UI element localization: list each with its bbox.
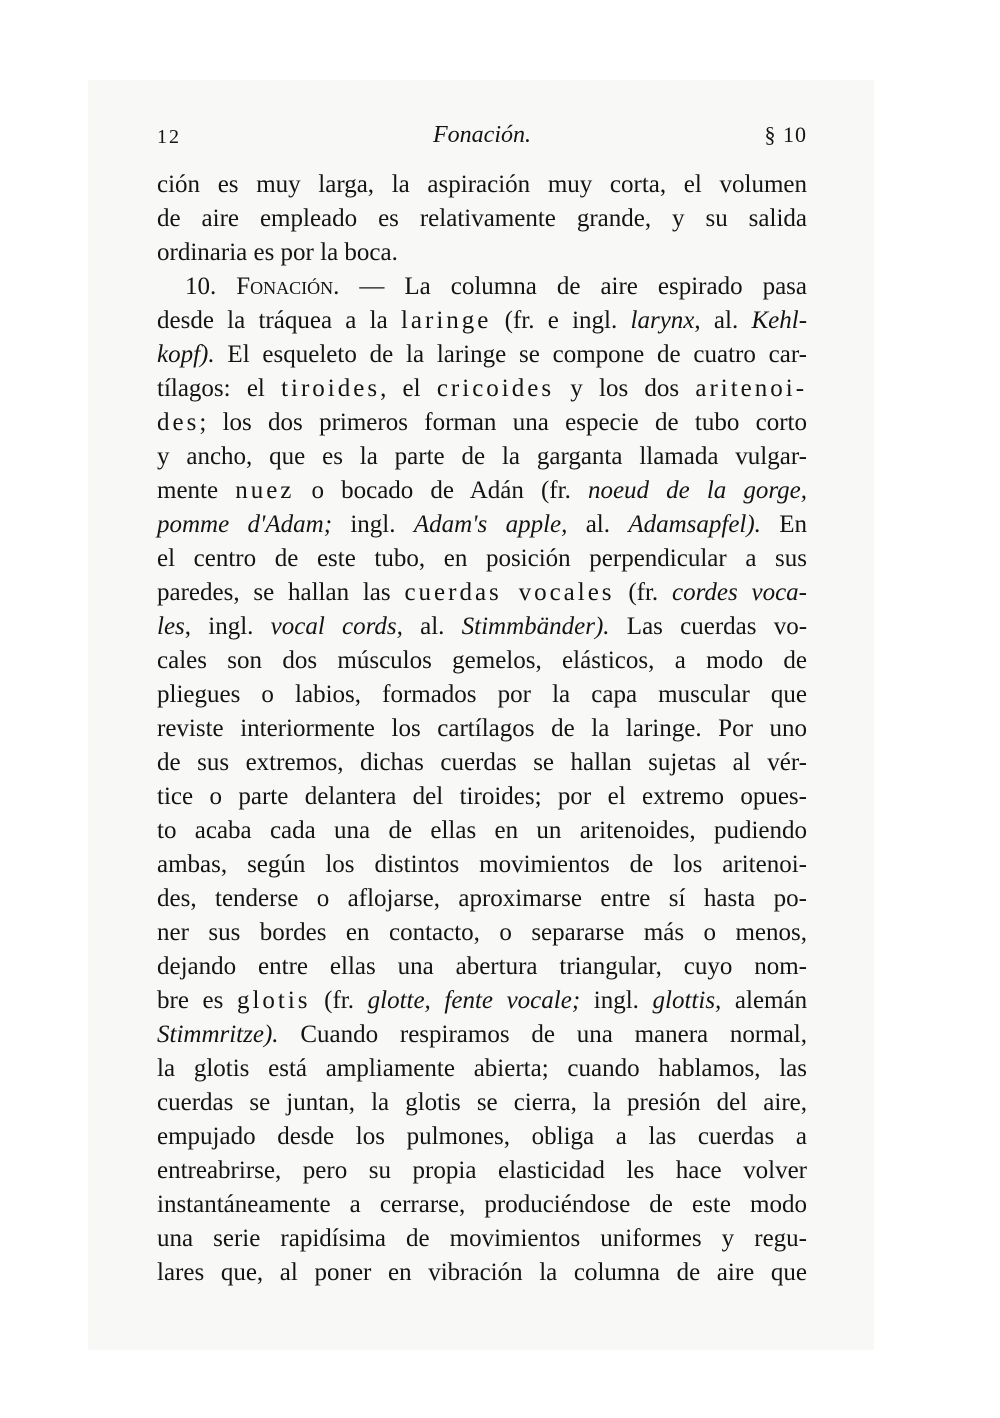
text-line: [157, 1018, 807, 1052]
text-line: reviste interiormente los cartílagos de la laringe. Por uno: [157, 715, 807, 742]
foreign-term: Adam's apple,: [413, 511, 568, 538]
paragraph-start-line: [157, 270, 807, 304]
text-line: de sus extremos, dichas cuerdas se hallan sujetas al vér-: [157, 749, 807, 776]
text-line: [157, 984, 807, 1018]
text-line: cuerdas se juntan, la glotis se cierra, la presión del aire,: [157, 1089, 807, 1116]
text-span: Las cuerdas vo-: [626, 613, 808, 640]
text-span: mente: [157, 477, 219, 504]
text-span: (fr.: [628, 579, 659, 606]
text-span: y los dos: [570, 375, 680, 402]
emphasized-term: cuerdas vocales: [404, 579, 615, 606]
emphasized-term: glotis: [236, 987, 311, 1014]
section-number: § 10: [764, 122, 807, 147]
foreign-term: cordes voca-: [671, 579, 808, 606]
text-line: [157, 508, 807, 542]
emphasized-term: cricoides: [436, 375, 555, 402]
text-span: bre es: [157, 987, 224, 1014]
text-line: ción es muy larga, la aspiración muy corta, el volumen: [157, 171, 807, 198]
emphasized-term: tiroides: [281, 375, 381, 402]
text-line: [157, 338, 807, 372]
foreign-term: larynx: [630, 307, 695, 334]
text-line: des, tenderse o aflojarse, aproximarse entre sí hasta po-: [157, 885, 807, 912]
text-line: empujado desde los pulmones, obliga a las cuerdas a: [157, 1123, 807, 1150]
text-span: ; los dos primeros forman una especie de tubo corto: [199, 409, 807, 436]
text-line: pliegues o labios, formados por la capa muscular que: [157, 681, 807, 708]
text-line: entreabrirse, pero su propia elasticidad les hace volver: [157, 1157, 807, 1184]
text-line: de aire empleado es relativamente grande, y su salida: [157, 205, 807, 232]
text-span: ingl.: [350, 511, 396, 538]
text-span: (fr. e ingl.: [504, 307, 618, 334]
text-span: al.: [420, 613, 445, 640]
text-line: [157, 474, 807, 508]
text-span: o bocado de Adán (fr.: [311, 477, 571, 504]
text-line: [157, 576, 807, 610]
section-heading: Fonación.: [236, 273, 340, 300]
text-line: ner sus bordes en contacto, o separarse más o menos,: [157, 919, 807, 946]
foreign-term: Stimmbänder).: [461, 613, 610, 640]
text-line: lares que, al poner en vibración la columna de aire que: [157, 1259, 807, 1286]
emphasized-term: aritenoi-: [695, 375, 808, 402]
text-span: (fr.: [324, 987, 355, 1014]
paragraph-number: 10.: [185, 273, 217, 300]
text-line: [157, 610, 807, 644]
emphasized-term: laringe: [400, 307, 492, 334]
foreign-term: vocal cords,: [270, 613, 403, 640]
text-line: una serie rapidísima de movimientos uniformes y regu-: [157, 1225, 807, 1252]
emphasized-term: des: [157, 409, 200, 436]
page-number: 12: [157, 126, 181, 148]
text-span: paredes, se hallan las: [157, 579, 391, 606]
foreign-term: glotte, fente vocale;: [367, 987, 581, 1014]
foreign-term: Adamsapfel).: [628, 511, 761, 538]
foreign-term: les: [157, 613, 185, 640]
text-span: tílagos: el: [157, 375, 265, 402]
text-span: Cuando respiramos de una manera normal,: [300, 1021, 807, 1048]
text-line: la glotis está ampliamente abierta; cuando hablamos, las: [157, 1055, 807, 1082]
text-span: El esqueleto de la laringe se compone de cuatro car-: [227, 341, 808, 368]
foreign-term: Kehl-: [751, 307, 808, 334]
text-line: [157, 304, 807, 338]
text-span: — La columna de aire espirado pasa: [359, 273, 808, 300]
foreign-term: kopf).: [157, 341, 215, 368]
text-span: , al.: [694, 307, 739, 334]
emphasized-term: nuez: [235, 477, 295, 504]
foreign-term: pomme d'Adam;: [157, 511, 333, 538]
text-span: , ingl.: [184, 613, 254, 640]
text-line: [157, 406, 807, 440]
text-line: ambas, según los distintos movimientos de los aritenoi-: [157, 851, 807, 878]
page-header: [157, 120, 807, 154]
text-line: cales son dos músculos gemelos, elásticos, a modo de: [157, 647, 807, 674]
text-span: En: [779, 511, 808, 538]
text-span: ingl.: [593, 987, 639, 1014]
text-line: [157, 372, 807, 406]
text-span: desde la tráquea a la: [157, 307, 388, 334]
text-line: el centro de este tubo, en posición perpendicular a sus: [157, 545, 807, 572]
text-line: to acaba cada una de ellas en un aritenoides, pudiendo: [157, 817, 807, 844]
text-span: , el: [380, 375, 421, 402]
text-line: y ancho, que es la parte de la garganta llamada vulgar-: [157, 443, 807, 470]
text-span: alemán: [734, 987, 808, 1014]
foreign-term: noeud de la gorge,: [587, 477, 808, 504]
text-line: ordinaria es por la boca.: [157, 239, 398, 266]
text-line: tice o parte delantera del tiroides; por el extremo opues-: [157, 783, 807, 810]
text-line: instantáneamente a cerrarse, produciéndose de este modo: [157, 1191, 807, 1218]
foreign-term: glottis,: [652, 987, 722, 1014]
text-span: al.: [585, 511, 610, 538]
text-line: dejando entre ellas una abertura triangular, cuyo nom-: [157, 953, 807, 980]
running-title: Fonación.: [433, 122, 531, 148]
foreign-term: Stimmritze).: [157, 1021, 279, 1048]
body-text: [157, 168, 807, 1290]
